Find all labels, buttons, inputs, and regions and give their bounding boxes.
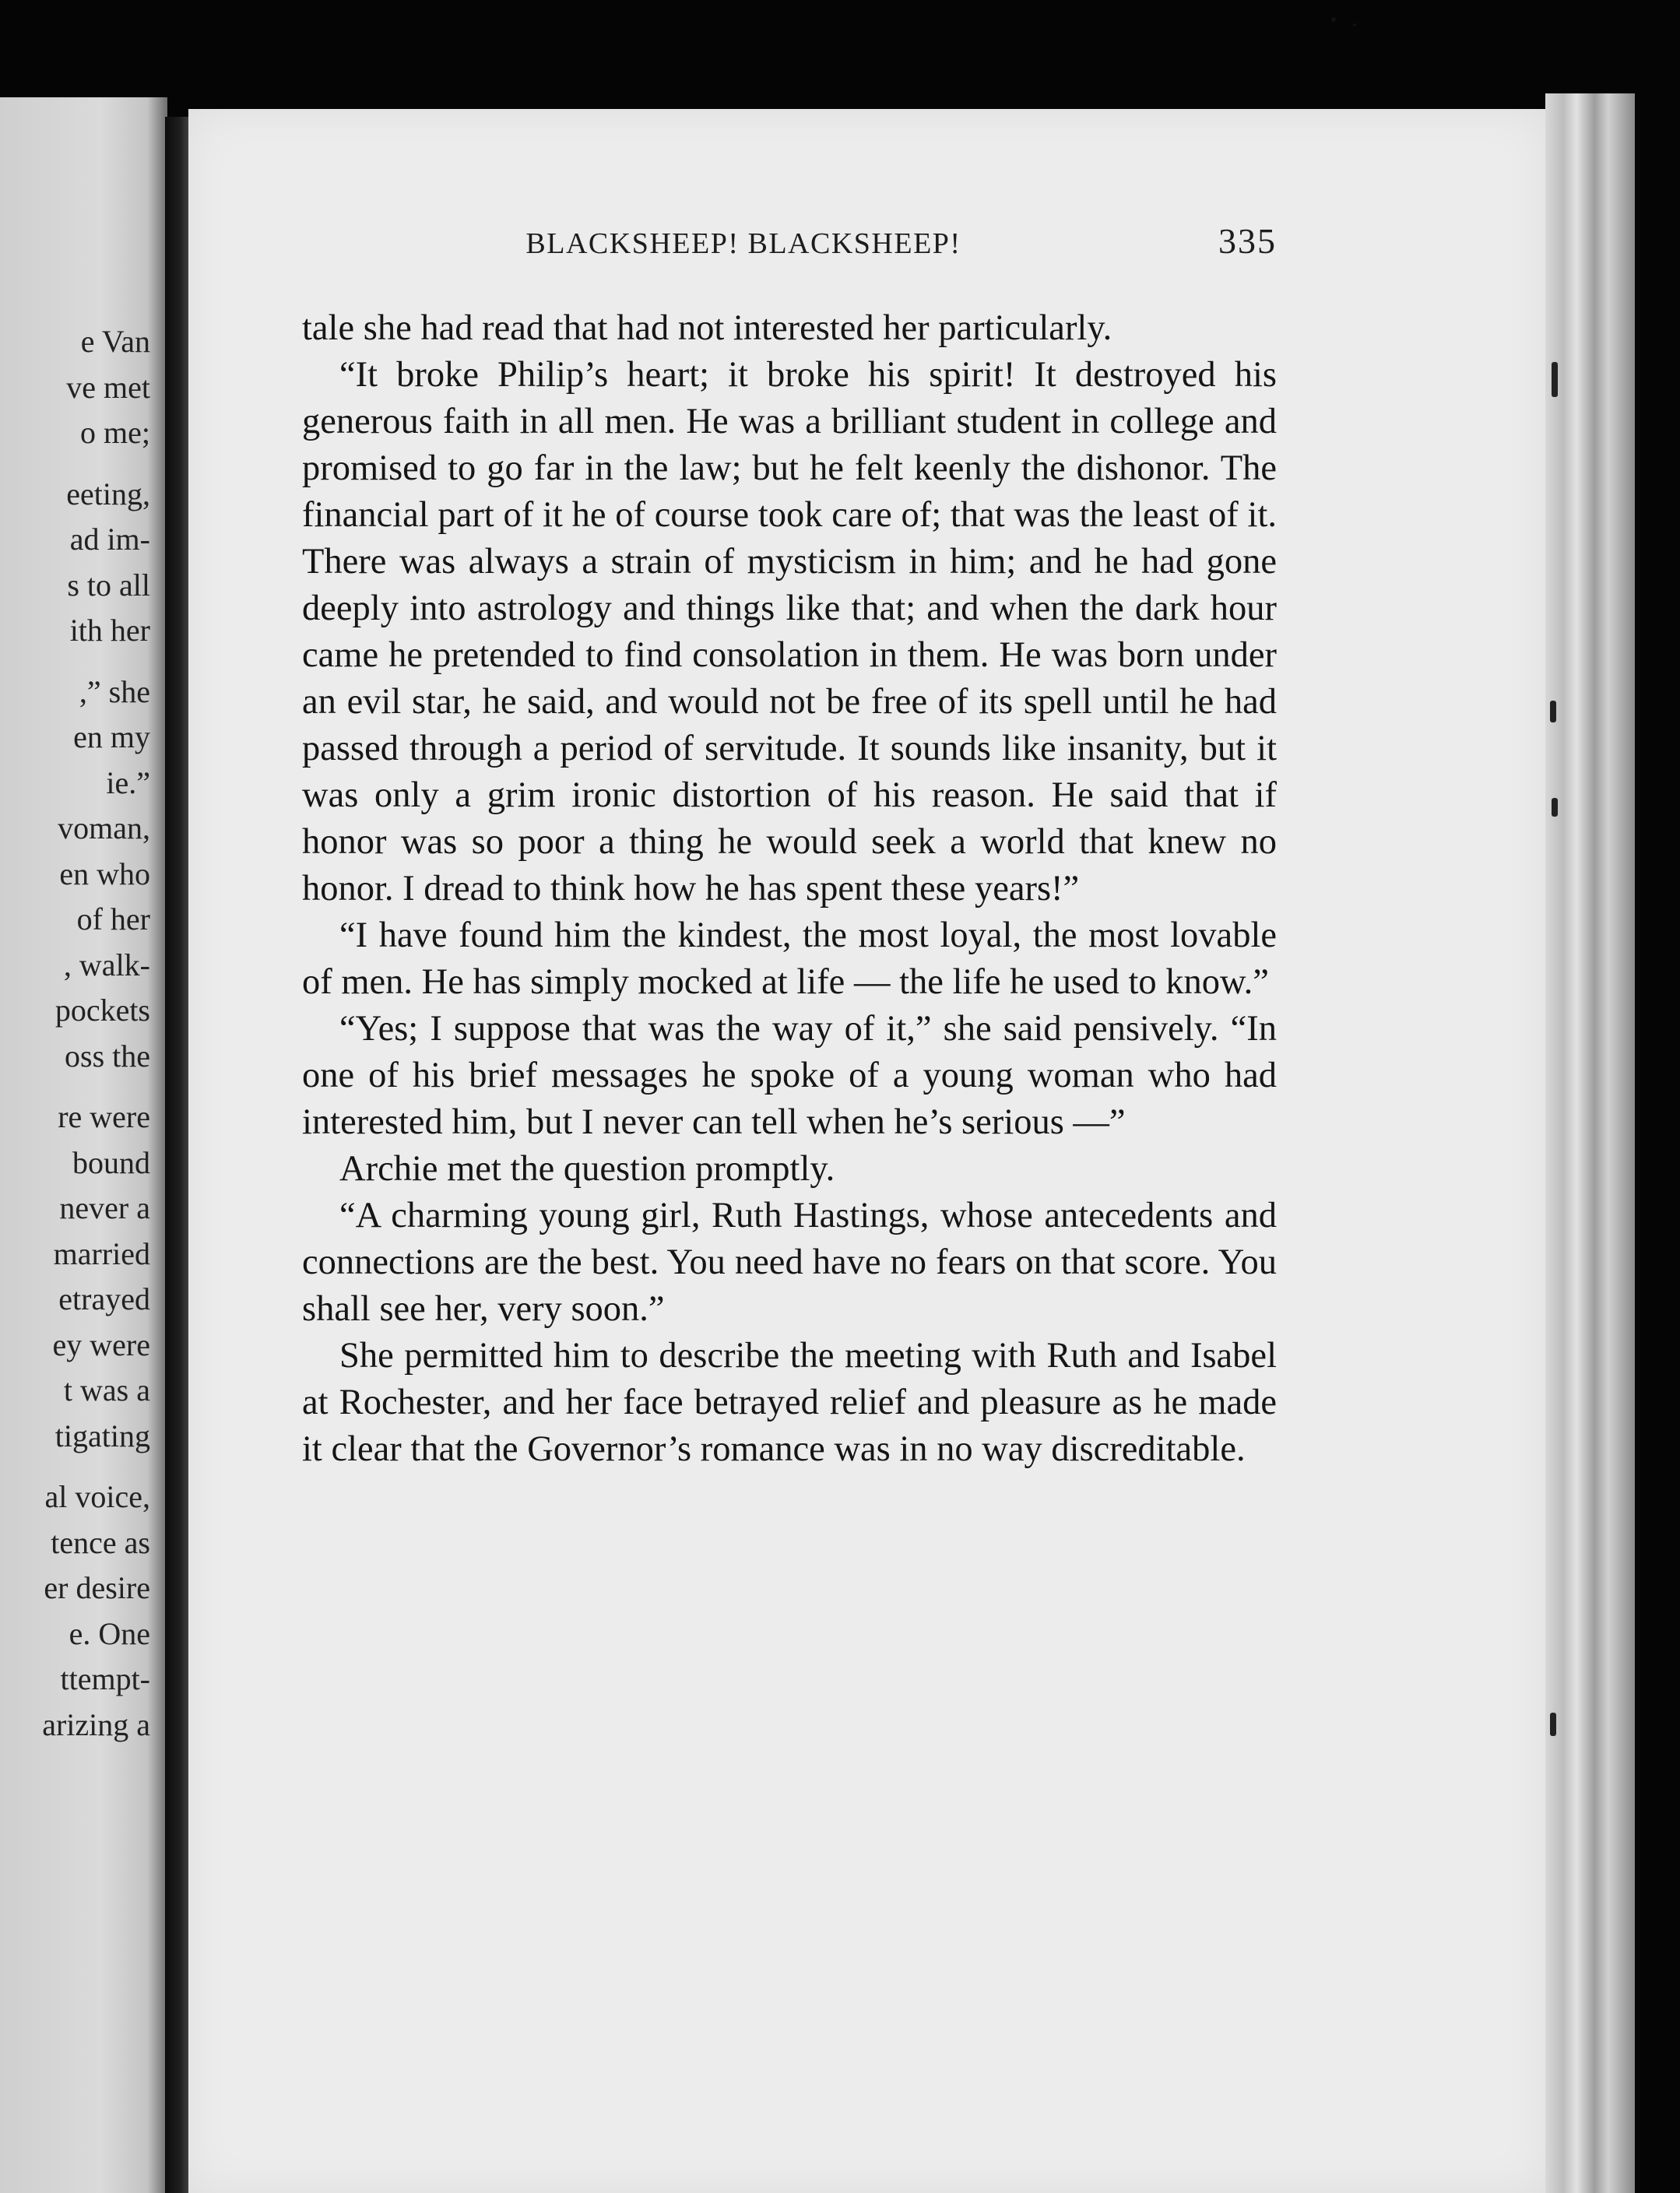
book-gutter xyxy=(165,117,192,2193)
left-page-line: ie.” xyxy=(106,764,150,800)
running-head-title: BLACKSHEEP! BLACKSHEEP! xyxy=(525,227,961,260)
left-page-line: tigating xyxy=(54,1418,150,1453)
left-page-text-fragments xyxy=(42,319,150,1748)
scan-speck xyxy=(1353,23,1356,26)
running-head xyxy=(315,220,1277,262)
paragraph: “Yes; I suppose that was the way of it,” she said pensively. “In one of his brief messages he spoke of a young woman who had interested him, but I never can tell when he’s serious —” xyxy=(302,1009,1277,1142)
left-page-line: etrayed xyxy=(58,1281,150,1316)
paragraph: “I have found him the kindest, the most loyal, the most lovable of men. He has simply mocked at life — the life he used to know.” xyxy=(302,916,1277,1002)
left-facing-page xyxy=(0,97,167,2193)
body-text xyxy=(302,305,1277,1473)
left-page-line: ith her xyxy=(69,613,150,648)
paragraph: “A charming young girl, Ruth Hastings, whose antecedents and connections are the best. You need have no fears on that score. You shall see her, very soon.” xyxy=(302,1196,1277,1329)
scan-speck xyxy=(1331,17,1336,22)
edge-mark xyxy=(1550,701,1556,722)
left-page-line: pockets xyxy=(54,993,150,1028)
left-page-line: s to all xyxy=(67,567,150,603)
left-page-line: e Van xyxy=(80,324,150,359)
left-page-line: of her xyxy=(76,901,150,937)
left-page-line: en who xyxy=(59,856,150,891)
left-page-line: e. One xyxy=(69,1615,150,1651)
left-page-line: tence as xyxy=(51,1524,150,1560)
left-page-line: married xyxy=(53,1235,150,1271)
left-page-line: ad im- xyxy=(69,522,150,557)
page-number: 335 xyxy=(1218,221,1277,261)
paragraph: She permitted him to describe the meeting with Ruth and Isabel at Rochester, and her face betrayed relief and pleasure as he made it clear that the Governor’s romance was in no way discreditable. xyxy=(302,1336,1277,1469)
left-page-line: ttempt- xyxy=(60,1661,150,1696)
left-page-line: arizing a xyxy=(42,1706,150,1742)
edge-mark xyxy=(1550,1713,1556,1736)
left-page-line: al voice, xyxy=(44,1479,150,1514)
left-page-line: , walk- xyxy=(63,947,150,982)
left-page-line: en my xyxy=(73,719,150,754)
paragraph: tale she had read that had not interested her particularly. xyxy=(302,308,1112,348)
left-page-line: o me; xyxy=(80,415,150,450)
left-page-line: er desire xyxy=(44,1570,150,1605)
left-page-line: voman, xyxy=(58,810,150,845)
left-page-line: eeting, xyxy=(66,476,150,511)
left-page-line: ve met xyxy=(66,369,150,405)
left-page-line: re were xyxy=(58,1099,150,1134)
left-page-line: t was a xyxy=(63,1372,150,1408)
paragraph: Archie met the question promptly. xyxy=(339,1149,835,1189)
paragraph: “It broke Philip’s heart; it broke his spirit! It destroyed his generous faith in all men. He was a brilliant student in college and promised to go far in the law; but he felt keenly the dishonor. The financial part of it he of course took care of; that was the least of it. There was always a strain of mysticism in him; and he had gone deeply into astrology and things like that; and when the dark hour came he pretended to find consolation in them. He was born under an evil star, he said, and would not be free of its spell until he had passed through a period of servitude. It sounds like insanity, but it was only a grim ironic distortion of his reason. He said that if honor was so poor a thing he would seek a world that knew no honor. I dread to think how he has spent these years!” xyxy=(302,355,1277,908)
edge-mark xyxy=(1552,362,1558,397)
left-page-line: ,” she xyxy=(79,673,150,709)
edge-mark xyxy=(1552,798,1558,817)
left-page-line: oss the xyxy=(65,1038,150,1074)
page-edge-stack xyxy=(1545,93,1635,2193)
left-page-line: bound xyxy=(72,1144,150,1180)
left-page-line: never a xyxy=(59,1190,150,1225)
left-page-line: ey were xyxy=(52,1327,150,1362)
